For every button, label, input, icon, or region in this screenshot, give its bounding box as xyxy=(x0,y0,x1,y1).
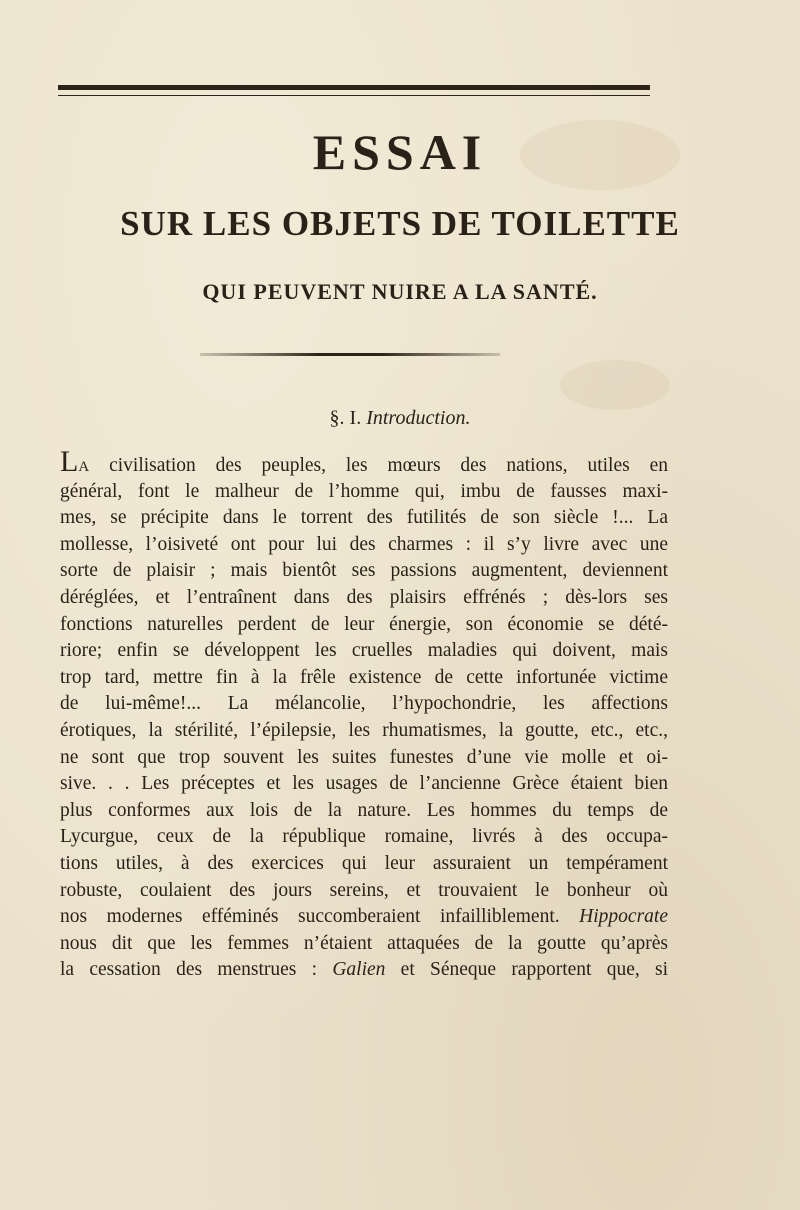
text-line: déréglées, et l’entraînent dans des plaisirs effrénés ; dès-lors ses xyxy=(60,586,668,608)
text-line: général, font le malheur de l’homme qui, imbu de fausses maxi- xyxy=(60,480,668,502)
text-line: de lui-même!... La mélancolie, l’hypochondrie, les affections xyxy=(60,693,668,715)
text-line: Lycurgue, ceux de la république romaine, livrés à des occupa- xyxy=(60,826,668,848)
text-line: tions utiles, à des exercices qui leur assuraient un tempérament xyxy=(60,852,668,874)
text-line: sorte de plaisir ; mais bientôt ses passions augmentent, deviennent xyxy=(60,560,668,582)
book-subtitle-2: QUI PEUVENT NUIRE A LA SANTÉ. xyxy=(202,279,598,304)
header-rule-thick xyxy=(58,85,650,90)
paper-stain xyxy=(560,360,670,410)
section-number: §. I. xyxy=(329,407,362,429)
text-line: LA civilisation des peuples, les mœurs des nations, utiles en xyxy=(60,445,668,478)
text-line: fonctions naturelles perdent de leur énergie, son économie se dété- xyxy=(60,613,668,635)
ornamental-rule xyxy=(200,353,500,356)
book-title: ESSAI xyxy=(312,124,488,180)
text-line: plus conformes aux lois de la nature. Les hommes du temps de xyxy=(60,799,668,821)
text-line: sive. . . Les préceptes et les usages de l’ancienne Grèce étaient bien xyxy=(60,773,668,795)
body-text xyxy=(60,445,668,984)
section-title: Introduction. xyxy=(366,407,471,429)
text-line: nous dit que les femmes n’étaient attaquées de la goutte qu’après xyxy=(60,932,668,954)
drop-cap: L xyxy=(60,445,79,478)
section-heading xyxy=(0,405,800,431)
header-rule-thin xyxy=(58,95,650,96)
book-subtitle: SUR LES OBJETS DE TOILETTE xyxy=(120,204,680,243)
text-line: mes, se précipite dans le torrent des futilités de son siècle !... La xyxy=(60,507,668,529)
text-line: nos modernes efféminés succomberaient infailliblement. Hippocrate xyxy=(60,906,668,928)
text-line: érotiques, la stérilité, l’épilepsie, les rhumatismes, la goutte, etc., etc., xyxy=(60,719,668,741)
text-line: ne sont que trop souvent les suites funestes d’une vie molle et oi- xyxy=(60,746,668,768)
text-line: riore; enfin se développent les cruelles maladies qui doivent, mais xyxy=(60,640,668,662)
text-line: robuste, coulaient des jours sereins, et trouvaient le bonheur où xyxy=(60,879,668,901)
text-line: la cessation des menstrues : Galien et Séneque rapportent que, si xyxy=(60,959,668,981)
text-line: mollesse, l’oisiveté ont pour lui des charmes : il s’y livre avec une xyxy=(60,533,668,555)
text-line: trop tard, mettre fin à la frêle existence de cette infortunée victime xyxy=(60,666,668,688)
